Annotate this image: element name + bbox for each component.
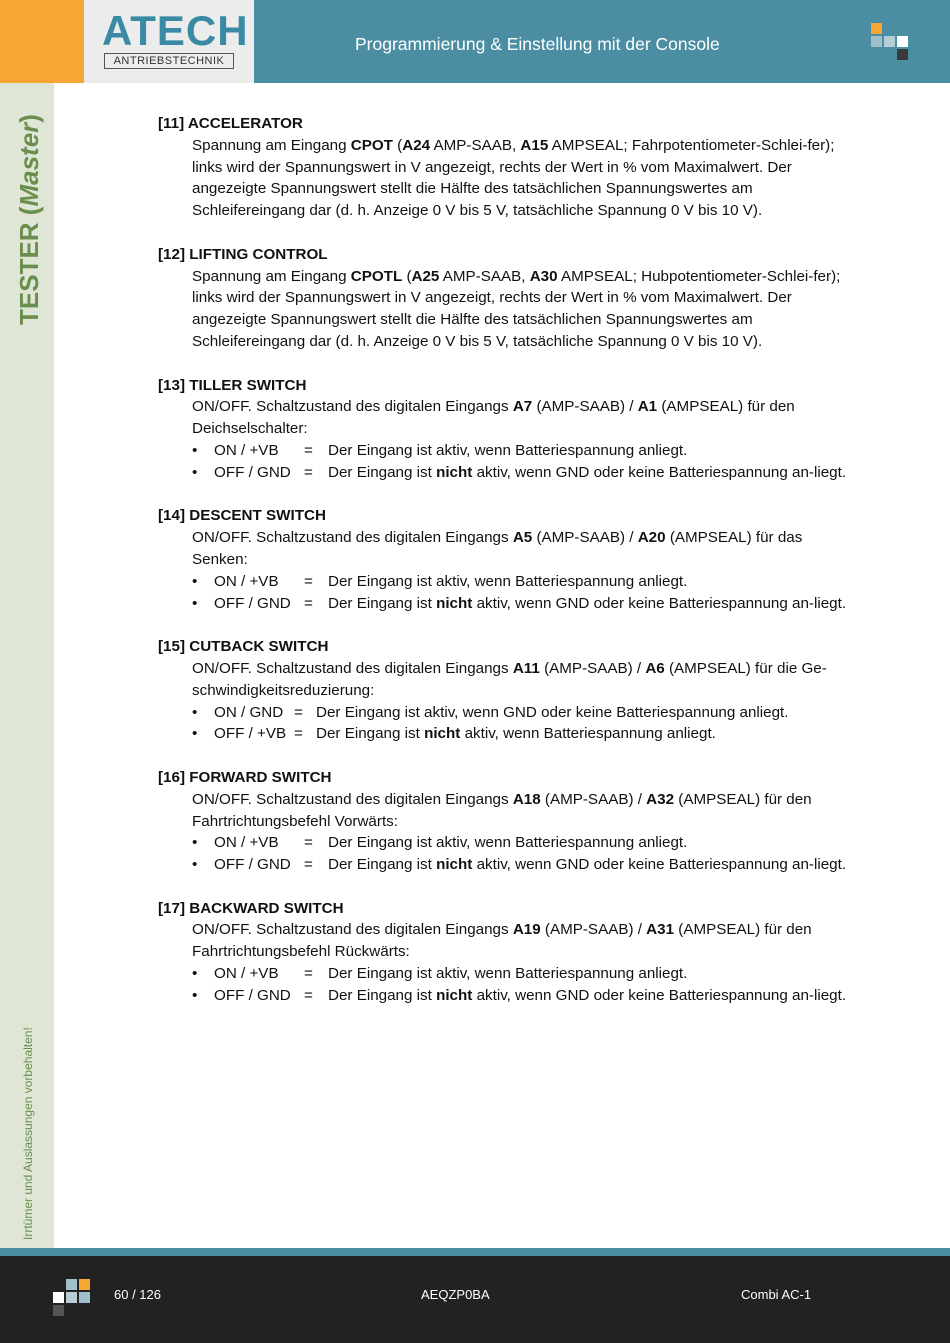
section-body: ON/OFF. Schaltzustand des digitalen Eingangs A18 (AMP-SAAB) / A32 (AMPSEAL) für den Fahrtrichtungsbefehl Vorwärts: • ON / +VB = Der Eingang ist aktiv, wenn Batteriespannung anliegt. • OFF / GND = Der Eingang ist nicht aktiv, wenn GND oder keine Batteriespannung an-liegt. xyxy=(192,789,848,876)
list-item: • OFF / GND = Der Eingang ist nicht aktiv, wenn GND oder keine Batteriespannung an-liegt. xyxy=(192,593,848,615)
list-item: • ON / +VB = Der Eingang ist aktiv, wenn Batteriespannung anliegt. xyxy=(192,571,848,593)
section xyxy=(158,636,848,745)
header-bar xyxy=(254,0,950,83)
section-body: Spannung am Eingang CPOTL (A25 AMP-SAAB, A30 AMPSEAL; Hubpotentiometer-Schlei-fer); links wird der Spannungswert in V angezeigt, rechts der Wert in % vom Maximalwert. Der angezeigte Spannungswert stellt die Hälfte des tatsächlichen Spannungswertes am Schleifereingang dar (d. h. Anzeige 0 V bis 5 V, tatsächliche Spannung 0 V bis 10 V). xyxy=(192,267,841,350)
logo-box xyxy=(84,0,254,83)
section-title: [15] CUTBACK SWITCH xyxy=(158,638,329,656)
section-title: [16] FORWARD SWITCH xyxy=(158,768,332,786)
list-item: • OFF / GND = Der Eingang ist nicht aktiv, wenn GND oder keine Batteriespannung an-liegt. xyxy=(192,462,848,484)
section xyxy=(158,375,848,484)
list-item: • ON / +VB = Der Eingang ist aktiv, wenn Batteriespannung anliegt. xyxy=(192,963,848,985)
page-number: 60 / 126 xyxy=(114,1287,161,1302)
section-body: ON/OFF. Schaltzustand des digitalen Eingangs A5 (AMP-SAAB) / A20 (AMPSEAL) für das Senken: • ON / +VB = Der Eingang ist aktiv, wenn Batteriespannung anliegt. • OFF / GND = Der Eingang ist nicht aktiv, wenn GND oder keine Batteriespannung an-liegt. xyxy=(192,527,848,614)
footer xyxy=(0,1256,950,1343)
section-body: ON/OFF. Schaltzustand des digitalen Eingangs A7 (AMP-SAAB) / A1 (AMPSEAL) für den Deichselschalter: • ON / +VB = Der Eingang ist aktiv, wenn Batteriespannung anliegt. • OFF / GND = Der Eingang ist nicht aktiv, wenn GND oder keine Batteriespannung an-liegt. xyxy=(192,396,848,483)
list-item: • OFF / +VB = Der Eingang ist nicht aktiv, wenn Batteriespannung anliegt. xyxy=(192,723,848,745)
list-item: • ON / +VB = Der Eingang ist aktiv, wenn Batteriespannung anliegt. xyxy=(192,832,848,854)
list-item: • OFF / GND = Der Eingang ist nicht aktiv, wenn GND oder keine Batteriespannung an-liegt. xyxy=(192,985,848,1007)
document-code: AEQZP0BA xyxy=(421,1287,490,1302)
list-item: • ON / +VB = Der Eingang ist aktiv, wenn Batteriespannung anliegt. xyxy=(192,440,848,462)
logo: ATECH xyxy=(102,7,249,54)
section-title: [12] LIFTING CONTROL xyxy=(158,245,328,263)
product-name: Combi AC-1 xyxy=(741,1287,812,1302)
section-title: [13] TILLER SWITCH xyxy=(158,376,307,394)
section xyxy=(158,505,848,614)
section-title: [11] ACCELERATOR xyxy=(158,115,303,132)
list-item: • ON / GND = Der Eingang ist aktiv, wenn GND oder keine Batteriespannung anliegt. xyxy=(192,702,848,724)
section xyxy=(158,244,848,353)
section-title: [14] DESCENT SWITCH xyxy=(158,507,326,525)
logo-subtitle: ANTRIEBSTECHNIK xyxy=(104,53,234,69)
main-content xyxy=(158,113,848,1028)
section-body: ON/OFF. Schaltzustand des digitalen Eingangs A11 (AMP-SAAB) / A6 (AMPSEAL) für die Ge-schwindigkeitsreduzierung: • ON / GND = Der Eingang ist aktiv, wenn GND oder keine Batteriespannung anliegt. • OFF / +VB = Der Eingang ist nicht aktiv, wenn Batteriespannung anliegt. xyxy=(192,658,848,745)
footer-divider xyxy=(0,1248,950,1256)
section-body: ON/OFF. Schaltzustand des digitalen Eingangs A19 (AMP-SAAB) / A31 (AMPSEAL) für den Fahrtrichtungsbefehl Rückwärts: • ON / +VB = Der Eingang ist aktiv, wenn Batteriespannung anliegt. • OFF / GND = Der Eingang ist nicht aktiv, wenn GND oder keine Batteriespannung an-liegt. xyxy=(192,919,848,1006)
section xyxy=(158,113,848,222)
squares-logo-icon xyxy=(52,1278,92,1318)
section-body: Spannung am Eingang CPOT (A24 AMP-SAAB, A15 AMPSEAL; Fahrpotentiometer-Schlei-fer); links wird der Spannungswert in V angezeigt, rechts der Wert in % vom Maximalwert. Der angezeigte Spannungswert stellt die Hälfte des tatsächlichen Spannungswertes am Schleifereingang dar (d. h. Anzeige 0 V bis 5 V, tatsächliche Spannung 0 V bis 10 V). xyxy=(192,136,835,220)
sidebar-disclaimer: Irrtümer und Auslassungen vorbehalten! xyxy=(21,1027,35,1240)
list-item: • OFF / GND = Der Eingang ist nicht aktiv, wenn GND oder keine Batteriespannung an-liegt. xyxy=(192,854,848,876)
squares-logo-icon xyxy=(870,22,910,62)
section xyxy=(158,898,848,1007)
sidebar-title: TESTER (Master) xyxy=(14,114,44,325)
header-orange-block xyxy=(0,0,84,83)
section xyxy=(158,767,848,876)
section-title: [17] BACKWARD SWITCH xyxy=(158,899,344,917)
page-title: Programmierung & Einstellung mit der Console xyxy=(355,34,720,54)
